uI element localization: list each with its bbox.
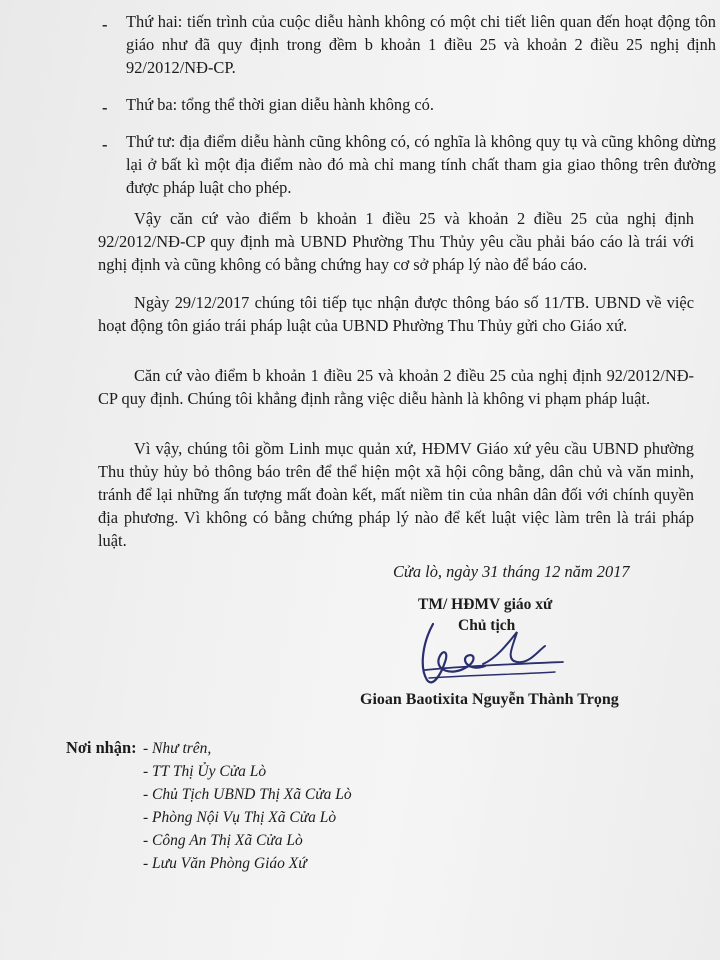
- handwritten-signature: [405, 612, 570, 692]
- recipient-item: - Lưu Văn Phòng Giáo Xứ: [143, 855, 307, 872]
- signatory-title: Chủ tịch: [458, 617, 516, 634]
- paragraph-request: Vì vậy, chúng tôi gồm Linh mục quản xứ, HĐMV Giáo xứ yêu cầu UBND phường Thu thủy hủy bỏ thông báo trên để thể hiện một xã hội công bằng, dân chủ và văn minh, tránh để lại những ấn tượng mất đoàn kết, mất niềm tin của nhân dân đối với chính quyền địa phương. Vì không có bằng chứng pháp lý nào để kết luật việc làm trên là trái pháp luật.: [98, 439, 694, 550]
- paragraph-affirmation: Căn cứ vào điểm b khoản 1 điều 25 và khoản 2 điều 25 của nghị định 92/2012/NĐ-CP quy định. Chúng tôi khẳng định rằng việc diễu hành là không vi phạm pháp luật.: [98, 366, 694, 408]
- bullet-item-fourth: [102, 130, 716, 199]
- recipient-item: - TT Thị Ủy Cửa Lò: [143, 763, 267, 780]
- bullet-item-third: [102, 93, 716, 116]
- recipient-item: - Công An Thị Xã Cửa Lò: [143, 832, 303, 849]
- paragraph-notice-received: Ngày 29/12/2017 chúng tôi tiếp tục nhận được thông báo số 11/TB. UBND về việc hoạt động tôn giáo trái pháp luật của UBND Phường Thu Thủy gửi cho Giáo xứ.: [98, 293, 694, 335]
- paragraph-legal-basis: Vậy căn cứ vào điểm b khoản 1 điều 25 và khoản 2 điều 25 của nghị định 92/2012/NĐ-CP quy định mà UBND Phường Thu Thủy yêu cầu phải báo cáo là trái với nghị định và cũng không có bằng chứng hay cơ sở pháp lý nào để báo cáo.: [98, 209, 694, 274]
- recipients-label: Nơi nhận:: [66, 738, 137, 757]
- bullet-text: Thứ tư: địa điểm diễu hành cũng không có, có nghĩa là không quy tụ và cũng không dừng lại ở bất kì một địa điểm nào đó mà chỉ mang tính chất tham gia giao thông trên đường được pháp luật cho phép.: [126, 132, 716, 197]
- recipients-block: [66, 736, 137, 759]
- signatory-organization: TM/ HĐMV giáo xứ: [418, 596, 553, 613]
- bullet-dash: -: [102, 135, 108, 154]
- recipient-item: - Như trên,: [143, 740, 212, 757]
- bullet-text: Thứ ba: tổng thể thời gian diễu hành không có.: [126, 95, 434, 114]
- date-line: Cửa lò, ngày 31 tháng 12 năm 2017: [393, 562, 630, 581]
- bullet-dash: -: [102, 98, 108, 117]
- signer-name: Gioan Baotixita Nguyễn Thành Trọng: [360, 691, 619, 708]
- bullet-text: Thứ hai: tiến trình của cuộc diễu hành không có một chi tiết liên quan đến hoạt động tôn giáo như đã quy định trong đềm b khoản 1 điều 25 và khoản 2 điều 25 nghị định 92/2012/NĐ-CP.: [126, 12, 716, 77]
- recipient-item: - Chủ Tịch UBND Thị Xã Cửa Lò: [143, 786, 352, 803]
- bullet-dash: -: [102, 15, 108, 34]
- recipient-item: - Phòng Nội Vụ Thị Xã Cửa Lò: [143, 809, 337, 826]
- bullet-item-second: [102, 10, 716, 79]
